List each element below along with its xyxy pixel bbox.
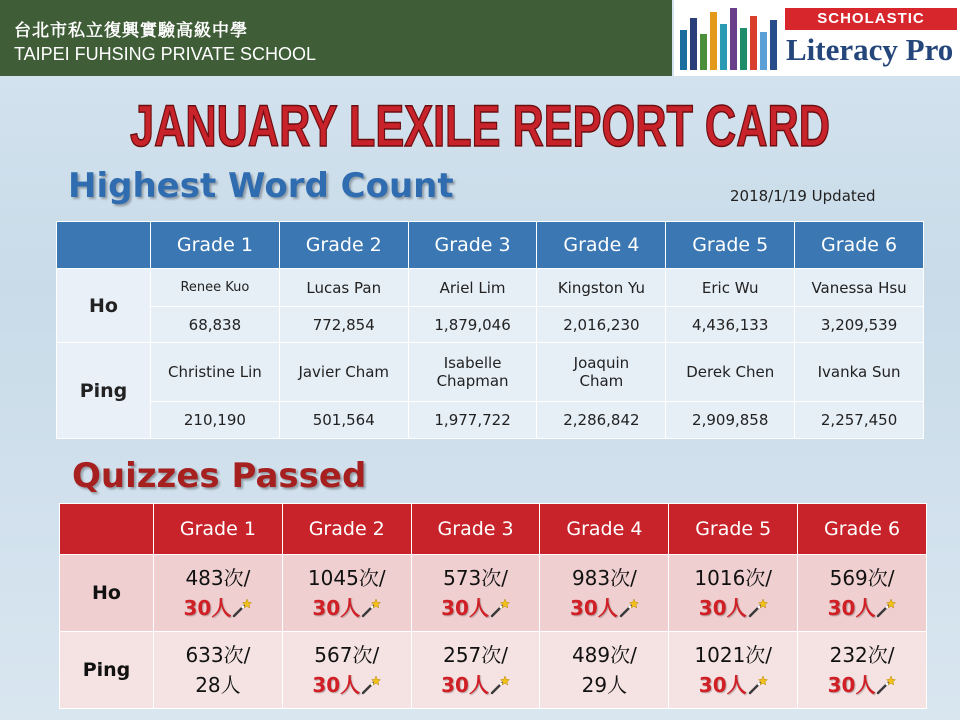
quiz-count: 489次/	[571, 643, 637, 667]
word-count-value: 2,016,230	[537, 307, 666, 343]
student-name: Renee Kuo	[151, 269, 280, 307]
student-total-text: 30人	[827, 596, 876, 620]
quiz-count: 257次/	[443, 643, 509, 667]
school-name-english: TAIPEI FUHSING PRIVATE SCHOOL	[14, 44, 317, 64]
word-count-value: 2,909,858	[666, 402, 795, 439]
student-total	[540, 670, 668, 700]
quiz-cell	[540, 555, 669, 632]
word-count-value: 501,564	[279, 402, 408, 439]
quizzes-header-row	[60, 504, 927, 555]
word-count-value: 4,436,133	[666, 307, 795, 343]
word-count-value: 210,190	[151, 402, 280, 439]
student-total	[798, 593, 926, 623]
word-count-heading: Highest Word Count	[68, 166, 454, 206]
grade-header: Grade 2	[279, 222, 408, 269]
ho-students-row	[57, 269, 924, 307]
quiz-cell	[154, 555, 283, 632]
student-name: Isabelle Chapman	[408, 343, 537, 402]
book-spine	[770, 20, 777, 70]
book-spines-icon	[680, 8, 780, 70]
quiz-cell	[411, 632, 540, 709]
word-count-value: 2,286,842	[537, 402, 666, 439]
magic-wand-icon	[748, 673, 768, 693]
report-title-text: JANUARY LEXILE REPORT CARD	[130, 94, 830, 159]
student-name: Joaquin Cham	[537, 343, 666, 402]
book-spine	[740, 28, 747, 70]
magic-wand-icon	[232, 596, 252, 616]
magic-wand-icon	[748, 596, 768, 616]
student-total	[154, 593, 282, 623]
student-total-text: 30人	[827, 673, 876, 697]
grade-header: Grade 2	[282, 504, 411, 555]
magic-wand-icon	[361, 673, 381, 693]
quiz-count: 569次/	[829, 566, 895, 590]
word-count-value: 68,838	[151, 307, 280, 343]
student-total-text: 30人	[441, 596, 489, 620]
student-name: Eric Wu	[666, 269, 795, 307]
quiz-cell	[798, 555, 927, 632]
scholastic-brand: SCHOLASTIC	[785, 8, 957, 30]
magic-wand-icon	[619, 596, 639, 616]
quiz-cell	[282, 632, 411, 709]
book-spine	[710, 12, 717, 70]
quizzes-heading: Quizzes Passed	[72, 456, 367, 496]
word-count-value: 1,879,046	[408, 307, 537, 343]
ping-counts-row	[57, 402, 924, 439]
student-name: Derek Chen	[666, 343, 795, 402]
house-label: Ho	[57, 269, 151, 343]
student-name: Lucas Pan	[279, 269, 408, 307]
grade-header: Grade 3	[411, 504, 540, 555]
student-total	[798, 670, 926, 700]
book-spine	[720, 24, 727, 70]
quiz-count: 567次/	[314, 643, 380, 667]
ho-quizzes-row	[60, 555, 927, 632]
quiz-cell	[798, 632, 927, 709]
quiz-count: 633次/	[185, 643, 251, 667]
quiz-count: 1045次/	[307, 566, 386, 590]
student-name: Ariel Lim	[408, 269, 537, 307]
house-label: Ho	[60, 555, 154, 632]
school-banner	[0, 0, 672, 76]
book-spine	[690, 18, 697, 70]
magic-wand-icon	[490, 673, 510, 693]
student-total	[412, 593, 540, 623]
student-total	[283, 593, 411, 623]
quiz-cell	[282, 555, 411, 632]
quiz-cell	[154, 632, 283, 709]
student-total	[283, 670, 411, 700]
quiz-count: 1016次/	[694, 566, 773, 590]
student-name: Christine Lin	[151, 343, 280, 402]
grade-header: Grade 1	[151, 222, 280, 269]
word-count-value: 772,854	[279, 307, 408, 343]
literacy-pro-logo	[674, 0, 960, 76]
school-name-chinese: 台北市私立復興實驗高級中學	[14, 21, 248, 41]
house-label: Ping	[60, 632, 154, 709]
book-spine	[760, 32, 767, 70]
word-count-value: 1,977,722	[408, 402, 537, 439]
student-name: Ivanka Sun	[795, 343, 924, 402]
student-total	[412, 670, 540, 700]
magic-wand-icon	[490, 596, 510, 616]
corner-cell	[57, 222, 151, 269]
student-total	[540, 593, 668, 623]
book-spine	[750, 16, 757, 70]
student-total-text: 30人	[441, 673, 489, 697]
quiz-cell	[540, 632, 669, 709]
student-total	[154, 670, 282, 700]
report-title	[0, 86, 960, 164]
grade-header: Grade 6	[798, 504, 927, 555]
ho-counts-row	[57, 307, 924, 343]
grade-header: Grade 5	[669, 504, 798, 555]
quiz-count: 232次/	[829, 643, 895, 667]
student-total	[669, 670, 797, 700]
book-spine	[730, 8, 737, 70]
book-spine	[680, 30, 687, 70]
grade-header: Grade 6	[795, 222, 924, 269]
magic-wand-icon	[361, 596, 381, 616]
ping-students-row	[57, 343, 924, 402]
student-total-text: 30人	[312, 673, 361, 697]
quiz-cell	[669, 555, 798, 632]
grade-header: Grade 3	[408, 222, 537, 269]
student-name: Javier Cham	[279, 343, 408, 402]
student-total-text: 29人	[581, 673, 628, 697]
word-count-value: 2,257,450	[795, 402, 924, 439]
literacy-pro-text: Literacy Pro	[786, 32, 954, 67]
grade-header: Grade 1	[154, 504, 283, 555]
grade-header: Grade 4	[540, 504, 669, 555]
quizzes-table	[59, 503, 927, 709]
quiz-count: 483次/	[185, 566, 251, 590]
student-total-text: 28人	[195, 673, 241, 697]
quiz-count: 1021次/	[694, 643, 773, 667]
student-total	[669, 593, 797, 623]
student-name: Kingston Yu	[537, 269, 666, 307]
ping-quizzes-row	[60, 632, 927, 709]
student-total-text: 30人	[698, 673, 747, 697]
magic-wand-icon	[876, 596, 896, 616]
quiz-cell	[411, 555, 540, 632]
quiz-cell	[669, 632, 798, 709]
quiz-count: 983次/	[571, 566, 637, 590]
student-total-text: 30人	[569, 596, 618, 620]
word-count-header-row	[57, 222, 924, 269]
grade-header: Grade 4	[537, 222, 666, 269]
word-count-table	[56, 221, 924, 439]
quiz-count: 573次/	[443, 566, 509, 590]
house-label: Ping	[57, 343, 151, 439]
student-total-text: 30人	[183, 596, 232, 620]
grade-header: Grade 5	[666, 222, 795, 269]
student-name: Vanessa Hsu	[795, 269, 924, 307]
updated-date: 2018/1/19 Updated	[730, 187, 876, 205]
word-count-value: 3,209,539	[795, 307, 924, 343]
student-total-text: 30人	[698, 596, 747, 620]
corner-cell	[60, 504, 154, 555]
book-spine	[700, 34, 707, 70]
magic-wand-icon	[876, 673, 896, 693]
student-total-text: 30人	[312, 596, 361, 620]
